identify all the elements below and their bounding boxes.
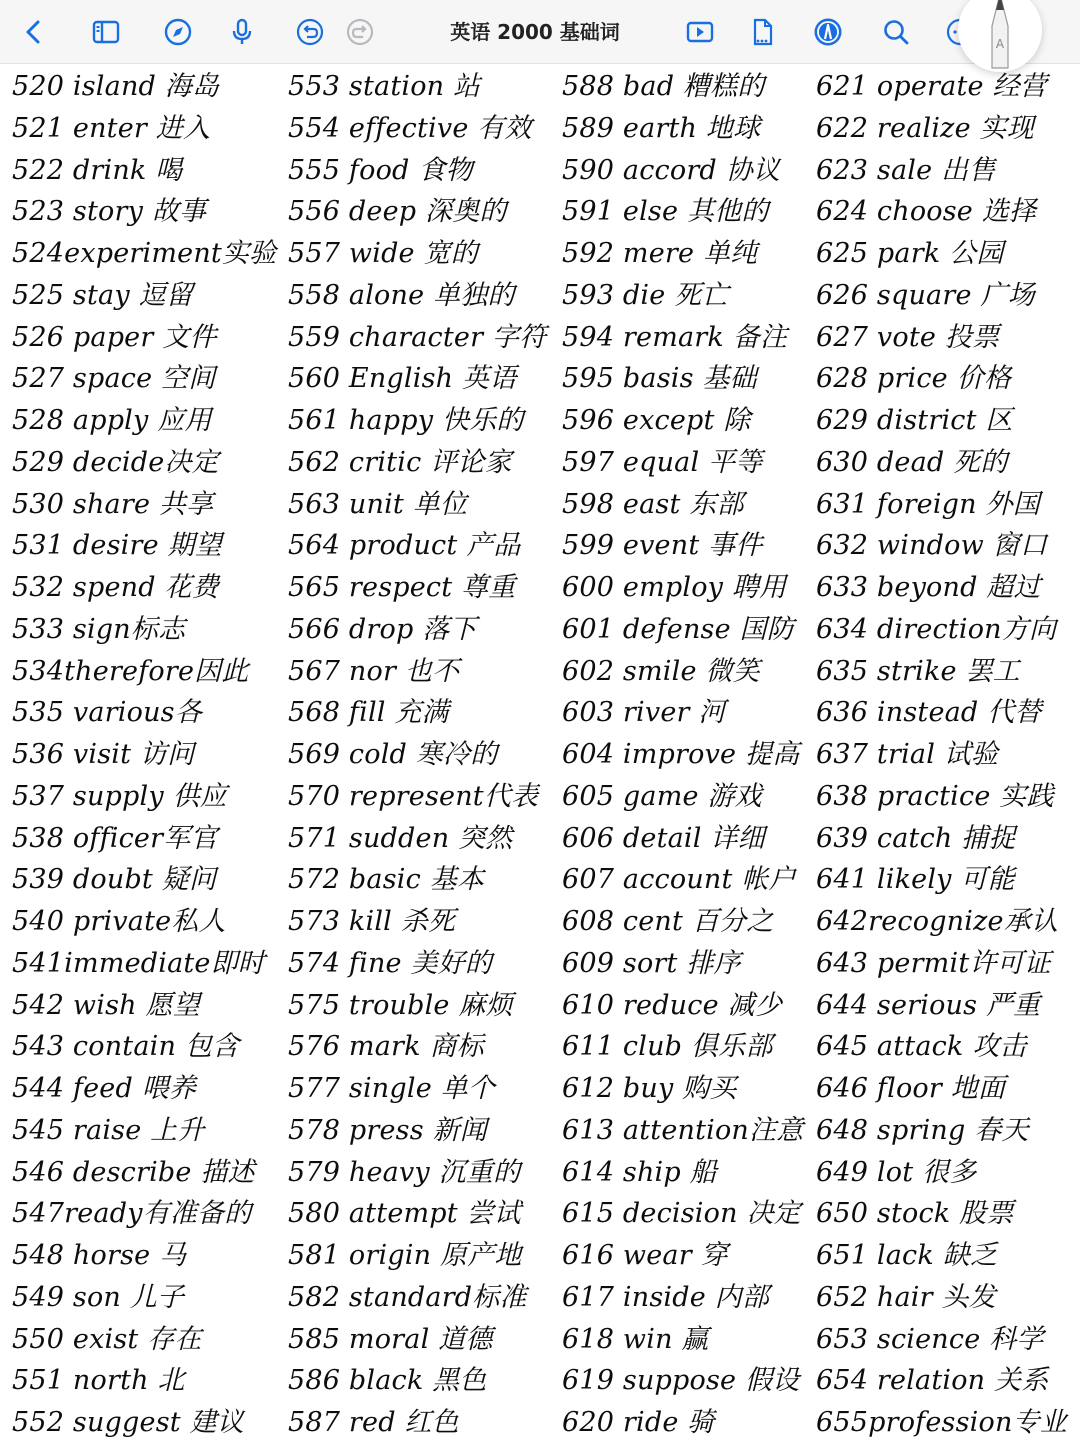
vocab-entry: 550 exist 存在 [12,1323,202,1355]
vocab-entry: 633 beyond 超过 [816,572,1041,603]
vocab-entry: 577 single 单个 [288,1073,496,1104]
vocab-entry: 567 nor 也不 [288,655,460,687]
redo-button[interactable] [340,12,380,52]
vocab-entry: 649 lot 很多 [816,1156,977,1188]
vocab-entry: 619 suppose 假设 [562,1365,800,1397]
vocab-entry: 585 moral 道德 [288,1323,493,1355]
vocab-entry: 592 mere 单纯 [562,238,758,269]
sidebar-button[interactable] [86,12,126,52]
vocab-entry: 547ready有准备的 [12,1198,252,1230]
vocab-entry: 570 represent代表 [288,780,539,812]
back-icon [19,17,49,47]
vocab-entry: 651 lack 缺乏 [816,1240,998,1271]
word-column-1 [12,66,290,1440]
vocab-entry: 521 enter 进入 [12,112,211,144]
vocab-entry: 610 reduce 减少 [562,989,782,1021]
vocab-entry: 566 drop 落下 [288,613,477,645]
vocab-entry: 529 decide决定 [12,446,219,478]
vocab-entry: 652 hair 头发 [816,1281,996,1313]
compass-icon [163,17,193,47]
vocab-entry: 616 wear 穿 [562,1240,728,1271]
vocab-entry: 527 space 空间 [12,363,216,395]
redo-icon [345,17,375,47]
document-icon [747,17,777,47]
vocab-entry: 580 attempt 尝试 [288,1198,522,1230]
word-column-3 [562,66,818,1440]
vocab-entry: 648 spring 春天 [816,1114,1029,1146]
vocab-entry: 641 likely 可能 [816,864,1015,896]
markup-button[interactable] [808,12,848,52]
vocab-entry: 643 permit许可证 [816,947,1051,979]
vocab-entry: 525 stay 逗留 [12,279,193,311]
vocab-entry: 606 detail 详细 [562,822,765,854]
vocab-entry: 552 suggest 建议 [12,1407,244,1438]
vocab-entry: 605 game 游戏 [562,780,762,812]
document-button[interactable] [742,12,782,52]
vocab-entry: 571 sudden 突然 [288,822,513,854]
vocab-entry: 555 food 食物 [288,154,473,186]
vocab-entry: 556 deep 深奥的 [288,196,507,228]
vocab-entry: 600 employ 聘用 [562,572,787,603]
vocab-entry: 528 apply 应用 [12,405,212,436]
vocab-entry: 524experiment实验 [12,238,277,269]
vocab-entry: 546 describe 描述 [12,1156,255,1188]
undo-button[interactable] [290,12,330,52]
vocab-entry: 553 station 站 [288,71,481,102]
back-button[interactable] [14,12,54,52]
vocab-entry: 574 fine 美好的 [288,947,493,979]
vocab-entry: 631 foreign 外国 [816,488,1040,520]
vocab-entry: 535 various各 [12,697,202,729]
vocab-entry: 621 operate 经营 [816,71,1047,102]
vocab-entry: 594 remark 备注 [562,321,788,353]
pencil-letter: A [995,37,1005,51]
vocab-entry: 561 happy 快乐的 [288,405,524,436]
markup-icon [813,17,843,47]
vocab-entry: 655profession专业 [816,1407,1067,1438]
vocab-entry: 560 English 英语 [288,363,517,395]
vocab-entry: 544 feed 喂养 [12,1073,197,1104]
vocab-entry: 589 earth 地球 [562,112,761,144]
vocab-entry: 607 account 帐户 [562,864,796,896]
vocab-entry: 579 heavy 沉重的 [288,1156,521,1188]
vocab-entry: 587 red 红色 [288,1407,459,1438]
document-title: 英语 2000 基础词 [450,20,620,44]
word-column-4 [816,66,1080,1440]
vocab-entry: 558 alone 单独的 [288,279,515,311]
vocab-entry: 573 kill 杀死 [288,906,456,937]
vocab-entry: 533 sign标志 [12,613,186,645]
vocab-entry: 639 catch 捕捉 [816,822,1016,854]
vocab-entry: 568 fill 充满 [288,697,449,729]
vocab-entry: 650 stock 股票 [816,1198,1014,1230]
vocab-entry: 613 attention注意 [562,1114,804,1146]
vocab-entry: 614 ship 船 [562,1156,717,1188]
vocab-entry: 531 desire 期望 [12,530,222,562]
microphone-icon [227,17,257,47]
vocab-entry: 565 respect 尊重 [288,572,516,603]
sidebar-icon [91,17,121,47]
vocab-entry: 620 ride 骑 [562,1407,715,1438]
vocab-entry: 601 defense 国防 [562,613,794,645]
vocab-entry: 539 doubt 疑问 [12,864,217,896]
vocab-entry: 537 supply 供应 [12,780,228,812]
vocab-entry: 636 instead 代替 [816,697,1042,729]
slideshow-button[interactable] [680,12,720,52]
vocab-entry: 622 realize 实现 [816,112,1034,144]
vocab-entry: 611 club 俱乐部 [562,1031,773,1063]
undo-icon [295,17,325,47]
vocab-entry: 562 critic 评论家 [288,446,512,478]
vocab-entry: 532 spend 花费 [12,572,219,603]
search-icon [881,17,911,47]
vocab-entry: 654 relation 关系 [816,1365,1049,1397]
vocab-entry: 646 floor 地面 [816,1073,1006,1104]
vocab-entry: 596 except 除 [562,405,751,436]
vocab-entry: 617 inside 内部 [562,1281,770,1313]
vocab-entry: 545 raise 上升 [12,1114,205,1146]
vocab-entry: 541immediate即时 [12,947,265,979]
vocab-entry: 575 trouble 麻烦 [288,989,513,1021]
vocab-entry: 618 win 赢 [562,1323,709,1355]
vocab-entry: 590 accord 协议 [562,154,781,186]
vocab-entry: 653 science 科学 [816,1323,1044,1355]
vocab-entry: 624 choose 选择 [816,196,1037,228]
vocab-entry: 581 origin 原产地 [288,1240,522,1271]
vocab-entry: 559 character 字符 [288,321,547,353]
vocab-entry: 608 cent 百分之 [562,906,774,937]
vocab-entry: 629 district 区 [816,405,1013,436]
word-column-2 [288,66,560,1440]
vocab-entry: 597 equal 平等 [562,446,763,478]
vocab-entry: 642recognize承认 [816,906,1059,937]
vocab-entry: 595 basis 基础 [562,363,757,395]
vocab-entry: 554 effective 有效 [288,112,532,144]
vocab-entry: 599 event 事件 [562,530,763,562]
vocab-entry: 603 river 河 [562,697,726,729]
vocab-entry: 593 die 死亡 [562,279,729,311]
vocab-entry: 543 contain 包含 [12,1031,240,1063]
dictation-button[interactable] [222,12,262,52]
vocab-entry: 549 son 儿子 [12,1281,185,1313]
vocab-entry: 522 drink 喝 [12,154,183,186]
pencil-icon [970,0,1030,70]
vocab-entry: 625 park 公园 [816,238,1004,269]
vocab-entry: 598 east 东部 [562,488,744,520]
vocab-entry: 534therefore因此 [12,655,249,687]
vocab-entry: 564 product 产品 [288,530,521,562]
vocab-entry: 644 serious 严重 [816,989,1041,1021]
vocab-entry: 576 mark 商标 [288,1031,484,1063]
vocab-entry: 612 buy 购买 [562,1073,737,1104]
vocab-entry: 626 square 广场 [816,279,1035,311]
note-page[interactable] [0,64,1080,1440]
vocab-entry: 609 sort 排序 [562,947,741,979]
vocab-entry: 638 practice 实践 [816,780,1054,812]
vocab-entry: 538 officer军官 [12,822,218,854]
navigate-button[interactable] [158,12,198,52]
vocab-entry: 530 share 共享 [12,488,214,520]
vocab-entry: 536 visit 访问 [12,739,195,770]
vocab-entry: 588 bad 糟糕的 [562,71,765,102]
vocab-entry: 557 wide 宽的 [288,238,478,269]
vocab-entry: 551 north 北 [12,1365,185,1397]
vocab-entry: 523 story 故事 [12,196,207,228]
vocab-entry: 627 vote 投票 [816,321,1000,353]
slideshow-icon [685,17,715,47]
vocab-entry: 604 improve 提高 [562,739,800,770]
vocab-entry: 632 window 窗口 [816,530,1048,562]
vocab-entry: 582 standard标准 [288,1281,527,1313]
vocab-entry: 630 dead 死的 [816,446,1008,478]
vocab-entry: 548 horse 马 [12,1240,187,1271]
vocab-entry: 563 unit 单位 [288,488,468,520]
vocab-entry: 645 attack 攻击 [816,1031,1027,1063]
vocab-entry: 637 trial 试验 [816,739,999,770]
vocab-entry: 540 private私人 [12,906,226,937]
vocab-entry: 635 strike 罢工 [816,655,1020,687]
vocab-entry: 542 wish 愿望 [12,989,200,1021]
vocab-entry: 628 price 价格 [816,363,1012,395]
vocab-entry: 586 black 黑色 [288,1365,487,1397]
search-button[interactable] [876,12,916,52]
vocab-entry: 520 island 海岛 [12,71,220,102]
vocab-entry: 602 smile 微笑 [562,655,760,687]
vocab-entry: 634 direction方向 [816,613,1057,645]
vocab-entry: 572 basic 基本 [288,864,485,896]
vocab-entry: 591 else 其他的 [562,196,769,228]
vocab-entry: 623 sale 出售 [816,154,996,186]
vocab-entry: 526 paper 文件 [12,321,217,353]
pencil-tool-button[interactable] [958,0,1042,72]
vocab-entry: 578 press 新闻 [288,1114,487,1146]
toolbar [0,0,1080,64]
vocab-entry: 615 decision 决定 [562,1198,801,1230]
vocab-entry: 569 cold 寒冷的 [288,739,498,770]
